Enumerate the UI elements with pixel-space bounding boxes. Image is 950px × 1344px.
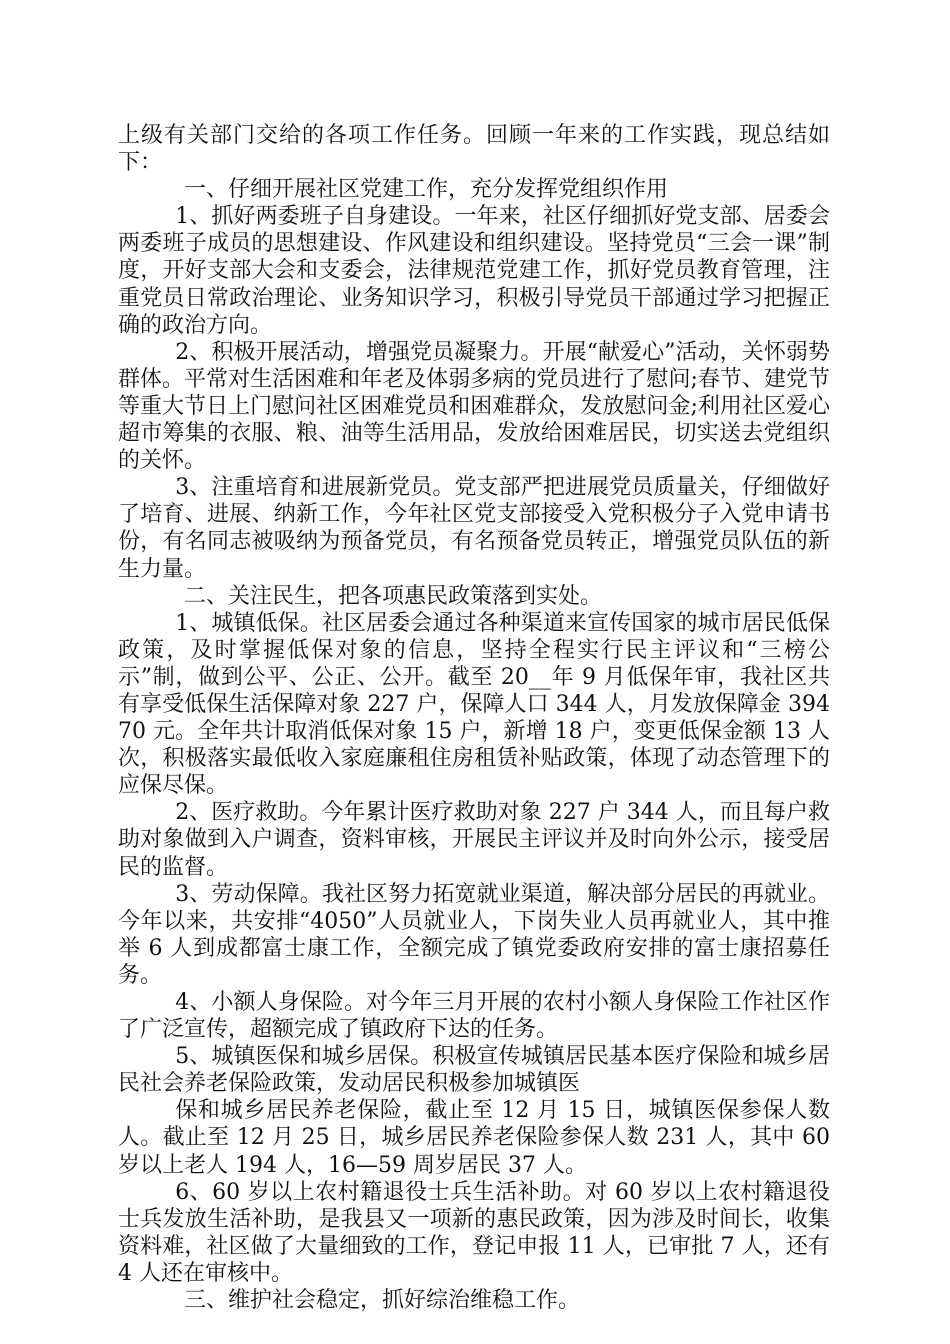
paragraph-2-4: 4、小额人身保险。对今年三月开展的农村小额人身保险工作社区作了广泛宣传，超额完成了镇政府下达的任务。 (118, 990, 830, 1043)
paragraph-1-2: 2、积极开展活动，增强党员凝聚力。开展“献爱心”活动，关怀弱势群体。平常对生活困难和年老及体弱多病的党员进行了慰问;春节、建党节等重大节日上门慰问社区困难党员和困难群众，发放慰问金;利用社区爱心超市筹集的衣服、粮、油等生活用品，发放给困难居民，切实送去党组织的关怀。 (118, 339, 830, 474)
paragraph-1-1: 1、抓好两委班子自身建设。一年来，社区仔细抓好党支部、居委会两委班子成员的思想建设、作风建设和组织建设。坚持党员“三会一课”制度，开好支部大会和支委会，法律规范党建工作，抓好党员教育管理，注重党员日常政治理论、业务知识学习，积极引导党员干部通过学习把握正确的政治方向。 (118, 204, 830, 338)
paragraph-2-2: 2、医疗救助。今年累计医疗救助对象 227 户 344 人，而且每户救助对象做到入户调查，资料审核，开展民主评议并及时向外公示，接受居民的监督。 (118, 800, 830, 880)
heading-section-3: 三、维护社会稳定，抓好综治维稳工作。 (184, 1288, 581, 1314)
paragraph-2-1: 1、城镇低保。社区居委会通过各种渠道来宣传国家的城市居民低保政策，及时掌握低保对象的信息，坚持全程实行民主评议和“三榜公示”制，做到公平、公正、公开。截至 20__年 9 月低保年审，我社区共有享受低保生活保障对象 227 户，保障人口 344 人，月发放保障金 39470 元。全年共计取消低保对象 15 户，新增 18 户，变更低保金额 13 人次，积极落实最低收入家庭廉租住房租赁补贴政策，体现了动态管理下的应保尽保。 (118, 610, 830, 799)
heading-section-1: 一、仔细开展社区党建工作，充分发挥党组织作用 (184, 177, 669, 203)
heading-section-2: 二、关注民生，把各项惠民政策落到实处。 (184, 583, 603, 609)
document-body (118, 122, 830, 1314)
paragraph-intro: 上级有关部门交给的各项工作任务。回顾一年来的工作实践，现总结如下： (118, 123, 830, 176)
paragraph-2-5-continued: 保和城乡居民养老保险，截止至 12 月 15 日，城镇医保参保人数人。截止至 12 月 25 日，城乡居民养老保险参保人数 231 人，其中 60 岁以上老人 194 人，16—59 周岁居民 37 人。 (118, 1098, 830, 1178)
paragraph-2-3: 3、劳动保障。我社区努力拓宽就业渠道，解决部分居民的再就业。今年以来，共安排“4050”人员就业人，下岗失业人员再就业人，其中推举 6 人到成都富士康工作，全额完成了镇党委政府安排的富士康招募任务。 (118, 881, 830, 988)
paragraph-2-6: 6、60 岁以上农村籍退役士兵生活补助。对 60 岁以上农村籍退役士兵发放生活补助，是我县又一项新的惠民政策，因为涉及时间长，收集资料难，社区做了大量细致的工作，登记申报 11 人，已审批 7 人，还有 4 人还在审核中。 (118, 1179, 830, 1286)
paragraph-1-3: 3、注重培育和进展新党员。党支部严把进展党员质量关，仔细做好了培育、进展、纳新工作，今年社区党支部接受入党积极分子入党申请书份，有名同志被吸纳为预备党员，有名预备党员转正，增强党员队伍的新生力量。 (118, 475, 830, 582)
paragraph-2-5: 5、城镇医保和城乡居保。积极宣传城镇居民基本医疗保险和城乡居民社会养老保险政策，发动居民积极参加城镇医 (118, 1044, 830, 1097)
